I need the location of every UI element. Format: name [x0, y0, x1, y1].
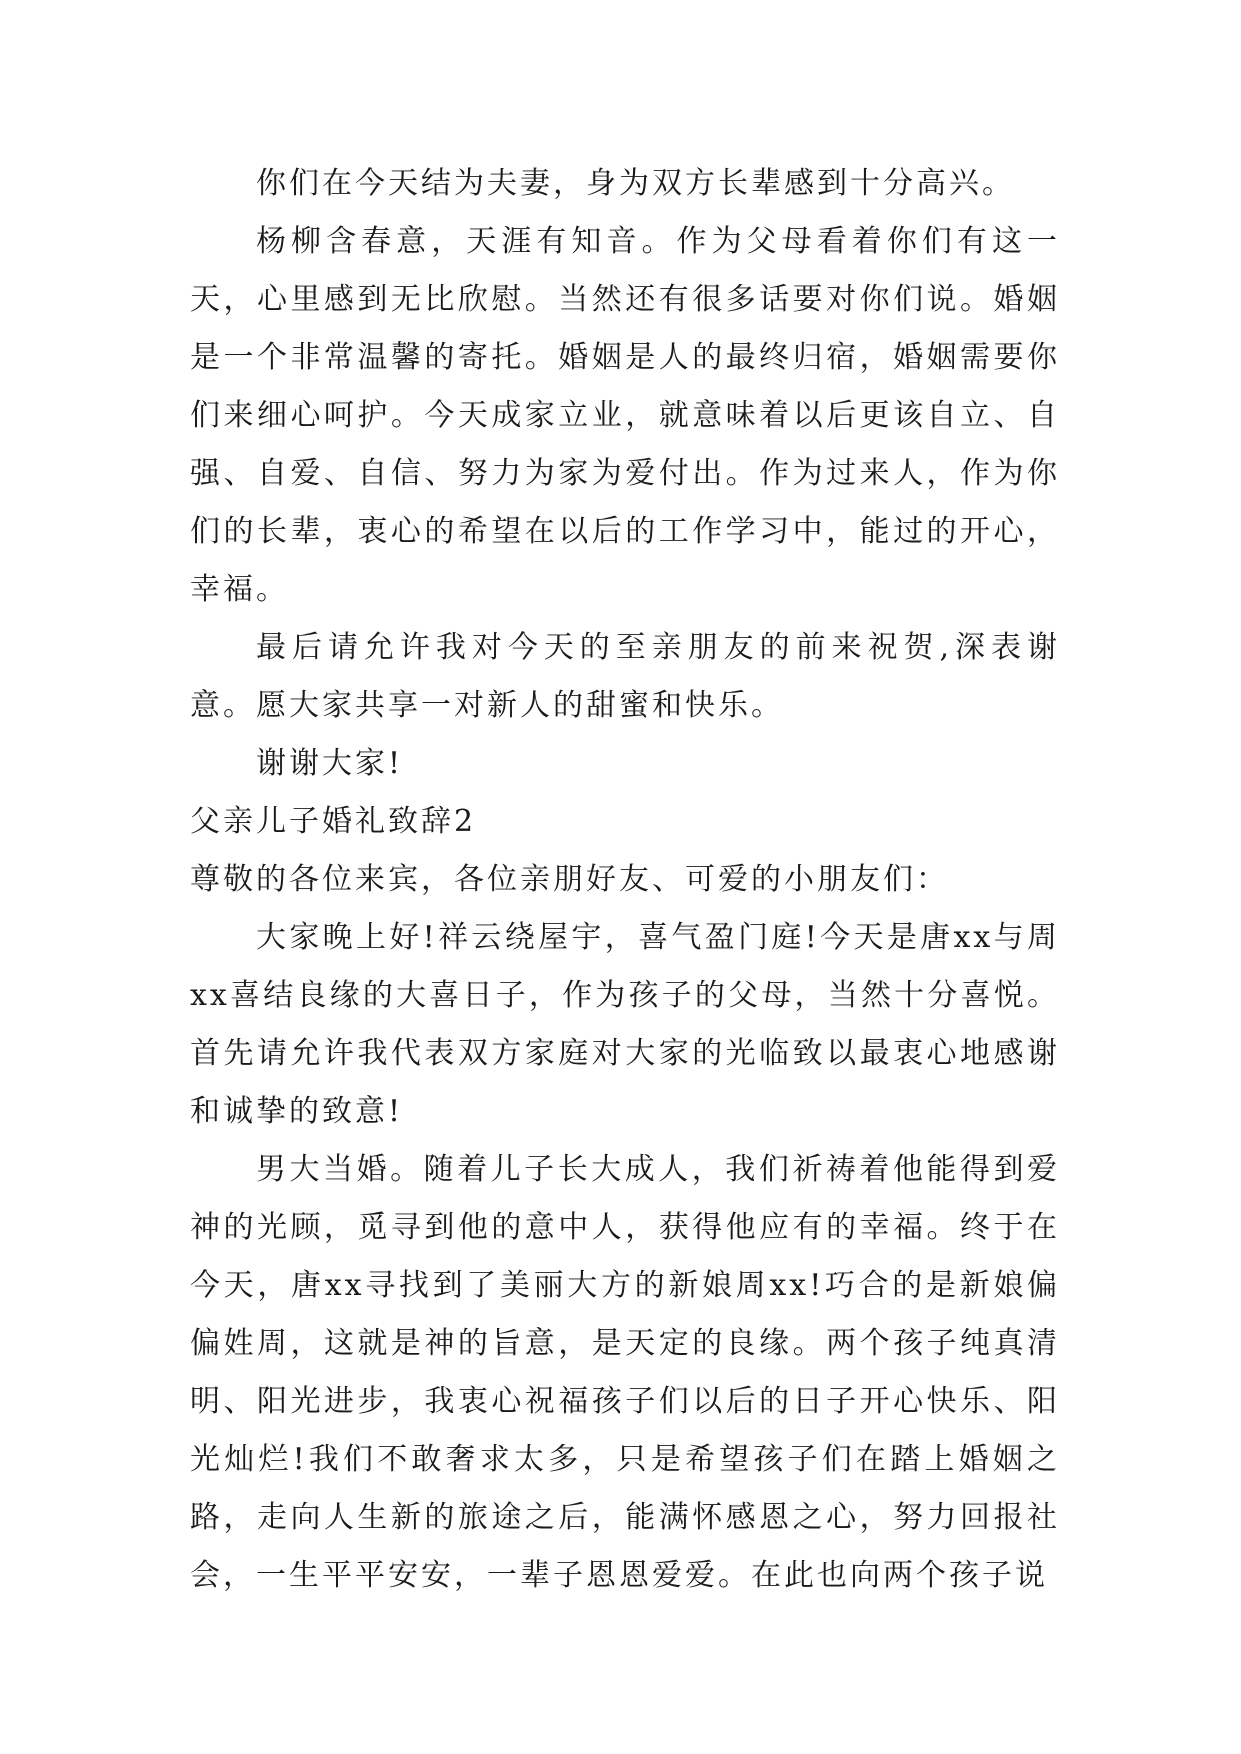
- paragraph-son-marriage: 男大当婚。随着儿子长大成人，我们祈祷着他能得到爱神的光顾，觅寻到他的意中人，获得他应有的幸福。终于在今天，唐xx寻找到了美丽大方的新娘周xx!巧合的是新娘偏偏姓周，这就是神的旨意，是天定的良缘。两个孩子纯真清明、阳光进步，我衷心祝福孩子们以后的日子开心快乐、阳光灿烂!我们不敢奢求太多，只是希望孩子们在踏上婚姻之路，走向人生新的旅途之后，能满怀感恩之心，努力回报社会，一生平平安安，一辈子恩恩爱爱。在此也向两个孩子说: [190, 1152, 1060, 1593]
- document-body: [190, 155, 1060, 1605]
- salutation: 尊敬的各位来宾，各位亲朋好友、可爱的小朋友们：: [190, 862, 949, 897]
- paragraph-greeting: 大家晚上好!祥云绕屋宇，喜气盈门庭!今天是唐xx与周xx喜结良缘的大喜日子，作为孩子的父母，当然十分喜悦。首先请允许我代表双方家庭对大家的光临致以最衷心地感谢和诚挚的致意!: [190, 920, 1060, 1129]
- section-title: 父亲儿子婚礼致辞2: [190, 804, 477, 839]
- paragraph-congratulations: 你们在今天结为夫妻，身为双方长辈感到十分高兴。: [256, 166, 1015, 201]
- paragraph-thanks-guests: 最后请允许我对今天的至亲朋友的前来祝贺,深表谢意。愿大家共享一对新人的甜蜜和快乐。: [190, 630, 1060, 723]
- paragraph-parents-wishes: 杨柳含春意，天涯有知音。作为父母看着你们有这一天，心里感到无比欣慰。当然还有很多话要对你们说。婚姻是一个非常温馨的寄托。婚姻是人的最终归宿，婚姻需要你们来细心呵护。今天成家立业，就意味着以后更该自立、自强、自爱、自信、努力为家为爱付出。作为过来人，作为你们的长辈，衷心的希望在以后的工作学习中，能过的开心，幸福。: [190, 224, 1060, 607]
- paragraph-closing: 谢谢大家!: [256, 746, 404, 781]
